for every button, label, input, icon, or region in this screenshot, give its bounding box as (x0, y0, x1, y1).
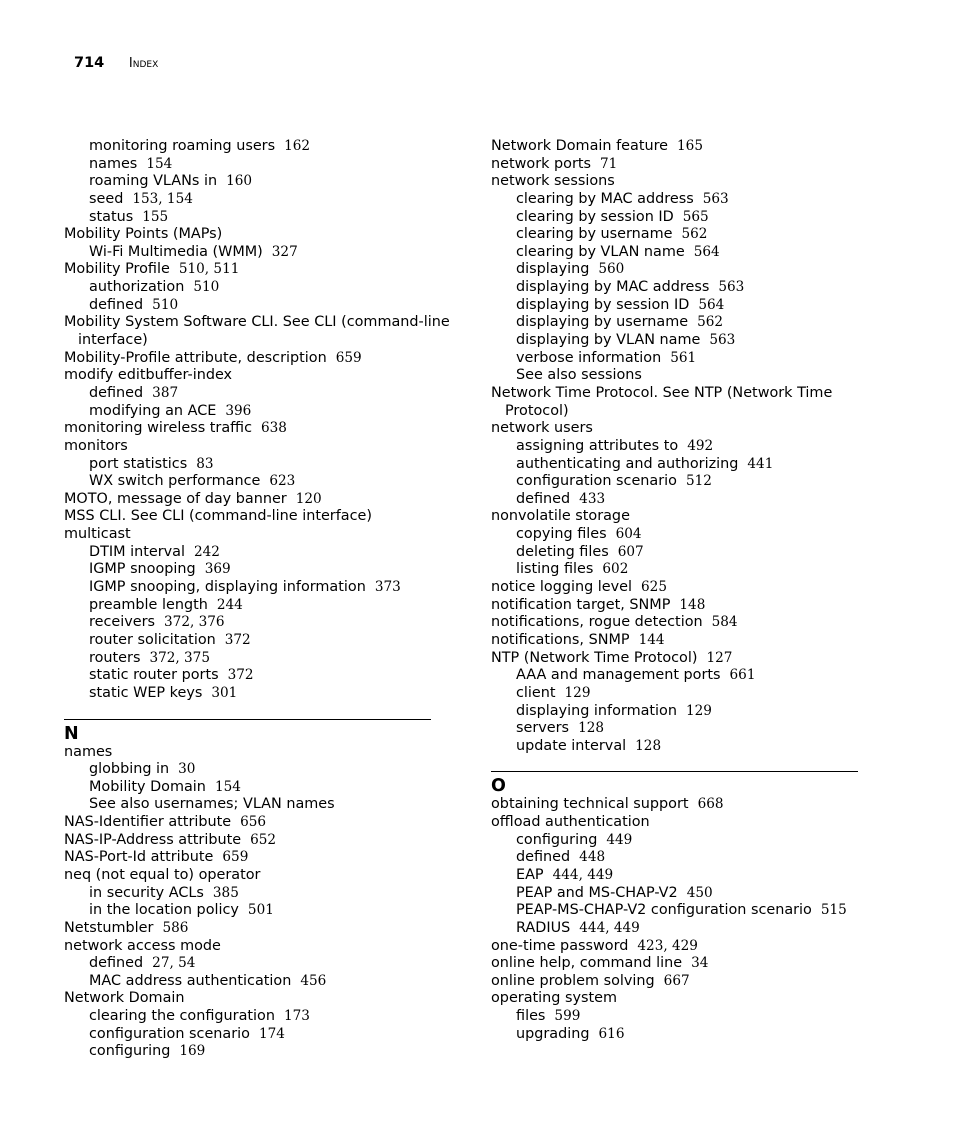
index-term: seed (89, 190, 124, 207)
index-subentry (491, 1008, 863, 1026)
page-reference[interactable]: 563 (709, 332, 736, 349)
index-term: receivers (89, 614, 156, 631)
index-term: notifications, rogue detection (491, 614, 703, 631)
page-reference[interactable]: 71 (600, 155, 618, 172)
index-entry (491, 973, 863, 991)
index-term: PEAP-MS-CHAP-V2 configuration scenario (516, 902, 812, 919)
page-reference[interactable]: 34 (691, 955, 709, 972)
index-subentry (64, 473, 436, 491)
index-term: verbose information (516, 349, 662, 366)
section-divider (64, 719, 431, 720)
page-reference[interactable]: 83 (196, 455, 214, 472)
page-reference[interactable]: 564 (693, 243, 720, 260)
section-letter: O (491, 776, 506, 797)
index-term: router solicitation (89, 631, 216, 648)
index-subentry (491, 473, 863, 491)
index-term: monitoring roaming users (89, 138, 276, 154)
index-term: network sessions (491, 173, 615, 190)
index-term: displaying information (516, 702, 677, 719)
page-reference[interactable]: 561 (670, 349, 697, 366)
index-entry (64, 832, 436, 850)
index-term: one-time password (491, 937, 629, 954)
page-reference[interactable]: 154 (146, 155, 173, 172)
index-subentry (64, 973, 436, 991)
index-term: displaying by VLAN name (516, 332, 701, 349)
index-subentry (491, 314, 863, 332)
index-term: AAA and management ports (516, 667, 721, 684)
index-entry (64, 491, 436, 509)
index-term: deleting files (516, 543, 609, 560)
index-subentry (64, 191, 436, 209)
index-term: clearing by VLAN name (516, 243, 685, 260)
index-term: defined (89, 296, 144, 313)
index-subentry (64, 403, 436, 421)
page-reference[interactable]: 492 (687, 437, 714, 454)
index-subentry (491, 367, 863, 385)
page-reference[interactable]: 668 (697, 796, 724, 813)
index-term: Network Domain feature (491, 138, 669, 154)
page-reference[interactable]: 562 (697, 314, 724, 331)
index-entry (64, 867, 436, 885)
page-reference[interactable]: 625 (641, 579, 667, 596)
index-entry (491, 156, 863, 174)
page-reference[interactable]: 652 (250, 831, 277, 848)
index-term: NAS-Identifier attribute (64, 814, 232, 831)
index-term: upgrading (516, 1025, 590, 1042)
index-entry (491, 650, 863, 668)
index-subentry (64, 279, 436, 297)
index-term: notification target, SNMP (491, 596, 671, 613)
index-subentry (64, 902, 436, 920)
page-reference[interactable]: 173 (283, 1008, 310, 1025)
page-reference[interactable]: 148 (679, 596, 706, 613)
index-subentry (491, 491, 863, 509)
page-reference[interactable]: 369 (204, 561, 231, 578)
index-subentry (491, 261, 863, 279)
index-subentry (64, 173, 436, 191)
index-term: status (89, 208, 134, 225)
index-subentry (64, 385, 436, 403)
index-subentry (64, 796, 436, 814)
index-term: operating system (491, 990, 618, 1007)
page-reference[interactable]: 174 (258, 1025, 285, 1042)
page-reference[interactable]: 242 (193, 543, 220, 560)
page-reference[interactable]: 153, 154 (132, 190, 193, 207)
index-subentry (491, 902, 863, 920)
index-term: Network Domain (64, 990, 185, 1007)
index-subentry (64, 156, 436, 174)
index-term: modify editbuffer-index (64, 367, 233, 384)
index-term: configuration scenario (89, 1025, 250, 1042)
page-reference[interactable]: 607 (617, 543, 644, 560)
index-entry (491, 173, 863, 191)
page-reference[interactable]: 659 (335, 349, 362, 366)
index-subentry (64, 1043, 436, 1061)
page-reference[interactable]: 155 (142, 208, 169, 225)
page-reference[interactable]: 667 (663, 972, 690, 989)
index-subentry (64, 761, 436, 779)
page-reference[interactable]: 373 (374, 579, 401, 596)
page-reference[interactable]: 144 (638, 631, 665, 648)
index-entry (64, 367, 436, 385)
index-section-header (64, 703, 436, 744)
index-term: Mobility Domain (89, 778, 206, 795)
index-term: defined (516, 490, 571, 507)
page-reference[interactable]: 387 (152, 384, 179, 401)
index-subentry (491, 297, 863, 315)
index-term: MOTO, message of day banner (64, 490, 287, 507)
index-entry (64, 938, 436, 956)
index-term: monitoring wireless traffic (64, 420, 252, 437)
index-column-left (64, 138, 450, 1061)
index-subentry (64, 955, 436, 973)
index-term: names (89, 155, 138, 172)
page-reference[interactable]: 563 (702, 190, 729, 207)
index-term: See also usernames; VLAN names (89, 796, 335, 813)
index-subentry (491, 456, 863, 474)
index-entry (64, 508, 436, 526)
page-reference[interactable]: 564 (698, 296, 725, 313)
page-number: 714 (74, 55, 105, 71)
page-reference[interactable]: 327 (271, 243, 298, 260)
index-subentry (64, 297, 436, 315)
page-reference[interactable]: 160 (226, 173, 253, 190)
index-term: static WEP keys (89, 684, 203, 701)
index-term: Protocol) (505, 402, 569, 419)
index-subentry (491, 667, 863, 685)
page-reference[interactable]: 501 (247, 902, 274, 919)
index-term: Mobility Profile (64, 261, 170, 278)
index-entry (64, 849, 436, 867)
index-term: globbing in (89, 761, 170, 778)
page-reference[interactable]: 515 (820, 902, 847, 919)
index-term: clearing by username (516, 226, 673, 243)
index-term: MAC address authentication (89, 972, 292, 989)
section-divider (491, 771, 858, 772)
page-reference[interactable]: 301 (211, 684, 238, 701)
index-subentry (491, 920, 863, 938)
index-term: authorization (89, 279, 185, 296)
index-term: port statistics (89, 455, 188, 472)
index-subentry (491, 685, 863, 703)
index-term: MSS CLI. See CLI (command-line interface) (64, 508, 372, 525)
index-term: IGMP snooping, displaying information (89, 579, 366, 596)
index-term: NAS-IP-Address attribute (64, 831, 242, 848)
page-reference[interactable]: 441 (747, 455, 774, 472)
index-term: in security ACLs (89, 884, 204, 901)
index-subentry (491, 332, 863, 350)
index-subentry (491, 209, 863, 227)
index-term: configuring (516, 831, 598, 848)
index-term: NAS-Port-Id attribute (64, 849, 214, 866)
index-entry (491, 990, 863, 1008)
index-entry (491, 579, 863, 597)
index-entry (491, 385, 863, 403)
index-entry (491, 138, 863, 156)
page-reference[interactable]: 244 (216, 596, 243, 613)
index-term: modifying an ACE (89, 402, 217, 419)
index-term: Wi-Fi Multimedia (WMM) (89, 243, 263, 260)
page-reference[interactable]: 396 (225, 402, 252, 419)
index-subentry (491, 244, 863, 262)
index-term: files (516, 1008, 546, 1025)
index-term: configuring (89, 1043, 171, 1060)
page-reference[interactable]: 165 (677, 138, 703, 154)
page-reference[interactable]: 27, 54 (152, 955, 196, 972)
index-term: clearing by session ID (516, 208, 674, 225)
index-term: obtaining technical support (491, 796, 689, 813)
index-term: IGMP snooping (89, 561, 196, 578)
running-title: Index (128, 56, 159, 71)
index-term: Network Time Protocol. See NTP (Network Time (491, 384, 833, 401)
index-subentry (64, 544, 436, 562)
index-term: Mobility Points (MAPs) (64, 226, 223, 243)
index-term: displaying by username (516, 314, 689, 331)
page-reference[interactable]: 128 (578, 720, 605, 737)
index-entry (64, 438, 436, 456)
index-term: in the location policy (89, 902, 239, 919)
page-reference[interactable]: 448 (579, 849, 606, 866)
index-subentry (64, 138, 436, 156)
index-subentry (64, 579, 436, 597)
index-term: neq (not equal to) operator (64, 866, 261, 883)
index-entry (64, 990, 436, 1008)
index-term: listing files (516, 561, 594, 578)
index-entry (491, 796, 863, 814)
page-reference[interactable]: 120 (295, 490, 322, 507)
index-subentry (491, 738, 863, 756)
index-subentry (491, 279, 863, 297)
page-reference[interactable]: 584 (711, 614, 738, 631)
page-reference[interactable]: 169 (179, 1043, 206, 1060)
index-subentry (491, 867, 863, 885)
page-reference[interactable]: 449 (606, 831, 633, 848)
index-subentry (64, 632, 436, 650)
index-term: monitors (64, 437, 128, 454)
index-term: network access mode (64, 937, 221, 954)
page-reference[interactable]: 129 (685, 702, 712, 719)
index-term: See also sessions (516, 367, 642, 384)
index-term: network ports (491, 155, 592, 172)
index-entry (491, 420, 863, 438)
index-subentry (64, 1008, 436, 1026)
index-term: notice logging level (491, 579, 633, 596)
page-reference[interactable]: 154 (214, 778, 241, 795)
index-term: displaying by session ID (516, 296, 690, 313)
page-reference[interactable]: 456 (300, 972, 327, 989)
page-reference[interactable]: 385 (212, 884, 239, 901)
index-term: Netstumbler (64, 919, 154, 936)
index-term: routers (89, 649, 141, 666)
page-reference[interactable]: 372 (224, 631, 251, 648)
index-term: NTP (Network Time Protocol) (491, 649, 698, 666)
page-reference[interactable]: 423, 429 (637, 937, 698, 954)
index-term: DTIM interval (89, 543, 185, 560)
page-reference[interactable]: 565 (682, 208, 709, 225)
index-subentry (64, 209, 436, 227)
page-reference[interactable]: 510, 511 (178, 261, 240, 278)
index-entry (64, 814, 436, 832)
index-term: defined (89, 955, 144, 972)
index-term: displaying (516, 261, 590, 278)
index-subentry (64, 1026, 436, 1044)
page-reference[interactable]: 433 (579, 490, 606, 507)
index-term: EAP (516, 866, 544, 883)
page-reference[interactable]: 444, 449 (552, 866, 614, 883)
index-subentry (491, 720, 863, 738)
index-term: authenticating and authorizing (516, 455, 739, 472)
page-header (74, 55, 158, 71)
index-subentry (491, 849, 863, 867)
page-reference[interactable]: 560 (598, 261, 625, 278)
index-term: offload authentication (491, 814, 650, 831)
page-reference[interactable]: 127 (706, 649, 733, 666)
index-term: online help, command line (491, 955, 683, 972)
index-term: multicast (64, 526, 131, 543)
page-reference[interactable]: 563 (718, 279, 745, 296)
index-term: interface) (78, 332, 148, 349)
page-reference[interactable]: 512 (685, 473, 712, 490)
index-entry (491, 814, 863, 832)
index-subentry (491, 832, 863, 850)
index-entry-continuation (64, 332, 436, 350)
index-section-header (491, 755, 863, 796)
index-subentry (491, 1026, 863, 1044)
page-reference[interactable]: 602 (602, 561, 629, 578)
page-reference[interactable]: 162 (284, 138, 311, 154)
index-entry-continuation (491, 403, 863, 421)
page-reference[interactable]: 128 (635, 737, 662, 754)
index-term: WX switch performance (89, 473, 261, 490)
index-entry (64, 261, 436, 279)
index-subentry (491, 526, 863, 544)
index-subentry (491, 561, 863, 579)
index-term: clearing by MAC address (516, 190, 694, 207)
index-entry (64, 350, 436, 368)
page-reference[interactable]: 638 (260, 420, 287, 437)
index-subentry (64, 885, 436, 903)
page-reference[interactable]: 604 (615, 526, 642, 543)
index-subentry (64, 456, 436, 474)
index-entry (491, 614, 863, 632)
index-entry (64, 526, 436, 544)
index-subentry (491, 544, 863, 562)
index-entry (491, 955, 863, 973)
index-entry (491, 597, 863, 615)
index-term: static router ports (89, 667, 219, 684)
index-term: update interval (516, 737, 627, 754)
index-subentry (64, 561, 436, 579)
index-term: configuration scenario (516, 473, 677, 490)
index-subentry (64, 650, 436, 668)
page-reference[interactable]: 372, 375 (149, 649, 210, 666)
page-reference[interactable]: 616 (598, 1025, 625, 1042)
page-reference[interactable]: 450 (686, 884, 713, 901)
index-term: assigning attributes to (516, 437, 679, 454)
index-entry (64, 226, 436, 244)
index-entry (491, 632, 863, 650)
page-reference[interactable]: 372 (227, 667, 254, 684)
index-term: defined (516, 849, 571, 866)
index-column-right (491, 138, 863, 1043)
page-reference[interactable]: 656 (240, 814, 267, 831)
index-entry (491, 938, 863, 956)
page-reference[interactable]: 562 (681, 226, 708, 243)
index-subentry (491, 438, 863, 456)
index-term: Mobility-Profile attribute, description (64, 349, 327, 366)
page-reference[interactable]: 129 (564, 684, 591, 701)
index-term: copying files (516, 526, 607, 543)
page-reference[interactable]: 586 (162, 919, 189, 936)
index-entry (64, 420, 436, 438)
page-reference[interactable]: 623 (269, 473, 296, 490)
index-term: preamble length (89, 596, 208, 613)
page-reference[interactable]: 444, 449 (579, 919, 640, 936)
index-subentry (64, 597, 436, 615)
index-entry (64, 314, 450, 332)
index-term: online problem solving (491, 972, 655, 989)
index-term: client (516, 684, 556, 701)
page-reference[interactable]: 30 (178, 761, 196, 778)
index-term: notifications, SNMP (491, 631, 630, 648)
index-term: nonvolatile storage (491, 508, 630, 525)
page-reference[interactable]: 599 (554, 1008, 581, 1025)
index-subentry (491, 226, 863, 244)
index-term: clearing the configuration (89, 1008, 275, 1025)
index-entry (491, 508, 863, 526)
page-reference[interactable]: 510 (193, 279, 220, 296)
page-reference[interactable]: 510 (152, 296, 179, 313)
index-subentry (64, 244, 436, 262)
page-reference[interactable]: 659 (222, 849, 249, 866)
index-term: servers (516, 720, 570, 737)
index-subentry (491, 885, 863, 903)
index-term: Mobility System Software CLI. See CLI (command-line (64, 314, 450, 331)
section-letter: N (64, 723, 79, 744)
index-term: PEAP and MS-CHAP-V2 (516, 884, 678, 901)
index-term: RADIUS (516, 919, 571, 936)
index-subentry (491, 191, 863, 209)
page-reference[interactable]: 372, 376 (164, 614, 225, 631)
index-subentry (64, 614, 436, 632)
index-subentry (64, 667, 436, 685)
index-term: network users (491, 420, 593, 437)
index-subentry (64, 779, 436, 797)
index-term: defined (89, 384, 144, 401)
index-entry (64, 920, 436, 938)
index-term: roaming VLANs in (89, 173, 218, 190)
index-subentry (64, 685, 436, 703)
index-entry (64, 744, 436, 762)
index-term: displaying by MAC address (516, 279, 710, 296)
index-term: names (64, 743, 113, 760)
index-subentry (491, 350, 863, 368)
index-subentry (491, 703, 863, 721)
page-reference[interactable]: 661 (729, 667, 756, 684)
